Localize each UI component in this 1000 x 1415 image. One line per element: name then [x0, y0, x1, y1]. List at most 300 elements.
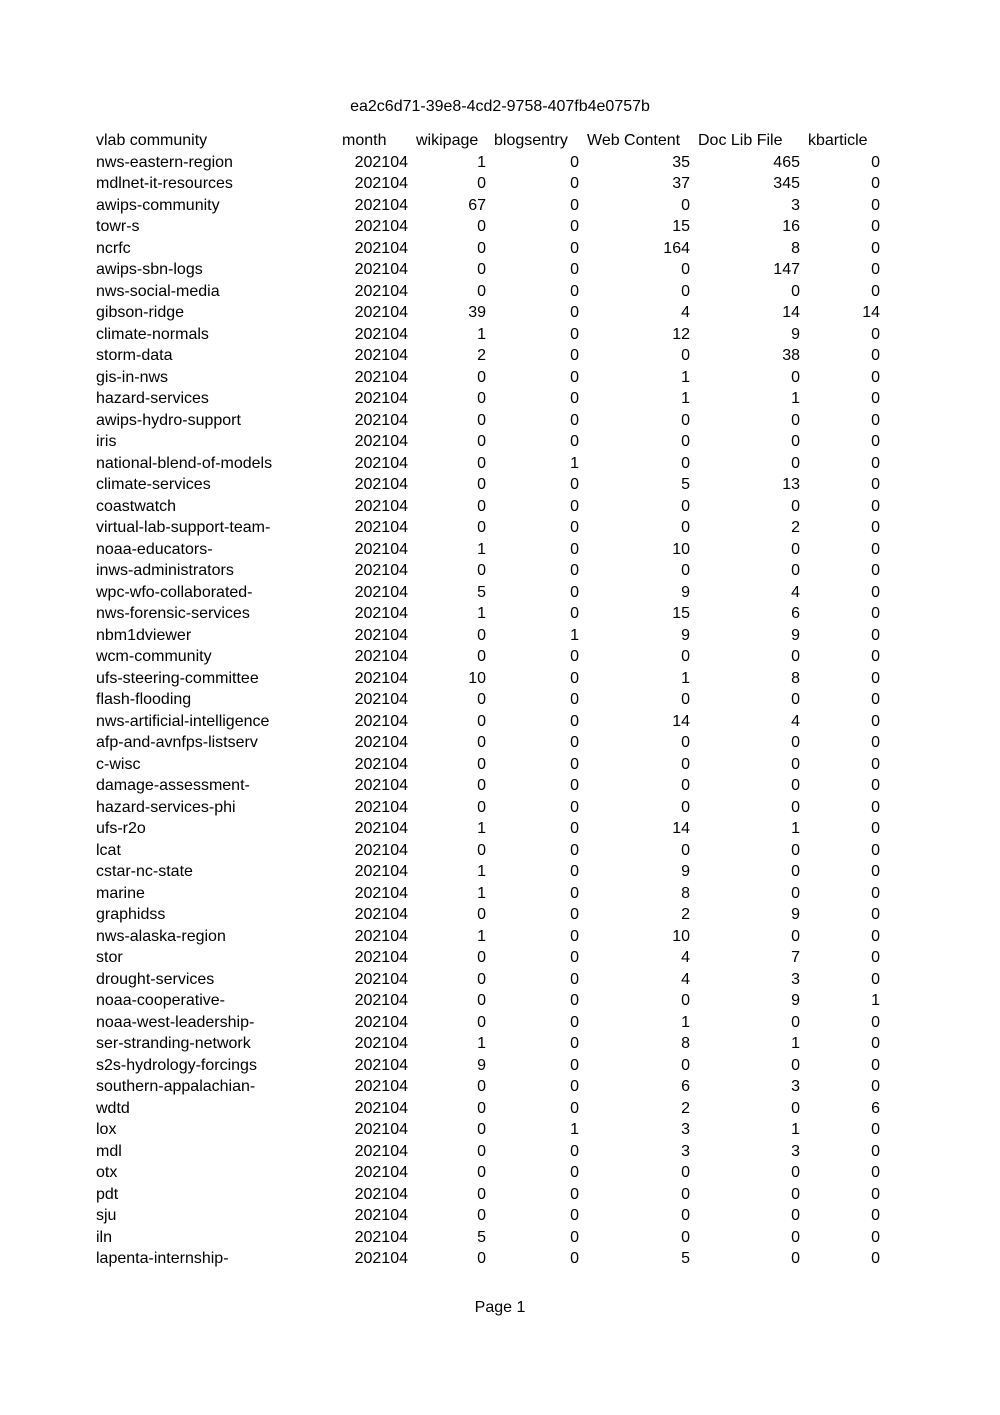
value-cell: 0	[477, 1250, 486, 1267]
value-cell: 9	[681, 863, 690, 880]
value-cell: 0	[570, 1185, 579, 1203]
value-cell: 0	[477, 691, 486, 708]
value-cell: 0	[477, 712, 486, 730]
value-cell: 3	[791, 1142, 800, 1160]
value-cell: 202104	[354, 1207, 408, 1224]
community-name-cell: wdtd	[96, 1099, 130, 1117]
value-cell: 35	[672, 153, 690, 171]
value-cell: 202104	[354, 669, 408, 687]
community-name-cell: marine	[96, 884, 145, 902]
value-cell: 0	[570, 583, 579, 601]
community-name-cell: drought-services	[96, 970, 215, 988]
value-cell: 5	[681, 476, 690, 493]
value-cell: 0	[570, 970, 579, 988]
value-cell: 9	[791, 906, 800, 923]
value-cell: 1	[791, 390, 800, 407]
value-cell: 0	[570, 820, 579, 837]
value-cell: 4	[791, 583, 800, 601]
value-cell: 1	[477, 884, 486, 902]
value-cell: 10	[672, 927, 690, 945]
value-cell: 0	[871, 927, 880, 945]
community-name-cell: ncrfc	[96, 239, 131, 257]
value-cell: 0	[477, 1207, 486, 1224]
value-cell: 0	[477, 368, 486, 386]
value-cell: 0	[791, 798, 800, 816]
value-cell: 0	[477, 1185, 486, 1203]
community-name-cell: national-blend-of-models	[96, 454, 273, 472]
community-name-cell: wcm-community	[96, 648, 212, 665]
table-row	[92, 668, 884, 690]
table-body	[92, 152, 884, 1270]
community-name-cell: awips-community	[96, 196, 220, 214]
value-cell: 202104	[354, 949, 408, 966]
value-cell: 3	[791, 970, 800, 988]
table-row	[92, 732, 884, 754]
value-cell: 0	[871, 712, 880, 730]
value-cell: 0	[871, 261, 880, 278]
value-cell: 8	[681, 1035, 690, 1052]
value-cell: 202104	[354, 1056, 408, 1074]
value-cell: 0	[791, 368, 800, 386]
value-cell: 0	[871, 282, 880, 300]
value-cell: 0	[791, 1056, 800, 1074]
value-cell: 0	[871, 1035, 880, 1052]
value-cell: 0	[791, 1185, 800, 1203]
value-cell: 0	[477, 282, 486, 300]
value-cell: 1	[570, 626, 579, 644]
table-row	[92, 1248, 884, 1270]
value-cell: 0	[871, 325, 880, 343]
table-row	[92, 711, 884, 733]
value-cell: 0	[871, 906, 880, 923]
value-cell: 0	[871, 755, 880, 773]
value-cell: 1	[570, 1121, 579, 1138]
value-cell: 1	[477, 1035, 486, 1052]
value-cell: 9	[791, 626, 800, 644]
value-cell: 0	[681, 411, 690, 429]
value-cell: 0	[871, 390, 880, 407]
value-cell: 0	[570, 175, 579, 192]
value-cell: 6	[871, 1099, 880, 1117]
value-cell: 202104	[354, 282, 408, 300]
value-cell: 202104	[354, 906, 408, 923]
community-name-cell: nws-social-media	[96, 282, 220, 300]
value-cell: 0	[791, 1099, 800, 1117]
value-cell: 202104	[354, 583, 408, 601]
value-cell: 0	[570, 239, 579, 257]
value-cell: 0	[681, 282, 690, 300]
value-cell: 202104	[354, 454, 408, 472]
community-name-cell: c-wisc	[96, 755, 141, 773]
community-name-cell: mdlnet-it-resources	[96, 175, 233, 192]
community-name-cell: ufs-r2o	[96, 820, 146, 837]
value-cell: 202104	[354, 1121, 408, 1138]
table-row	[92, 926, 884, 948]
community-name-cell: afp-and-avnfps-listserv	[96, 734, 258, 751]
table-row	[92, 517, 884, 539]
value-cell: 0	[570, 691, 579, 708]
value-cell: 9	[477, 1056, 486, 1074]
community-name-cell: noaa-west-leadership-	[96, 1013, 255, 1031]
value-cell: 0	[791, 927, 800, 945]
table-row	[92, 302, 884, 324]
community-name-cell: noaa-educators-	[96, 540, 213, 558]
value-cell: 0	[681, 196, 690, 214]
value-cell: 1	[570, 454, 579, 472]
community-name-cell: lox	[96, 1121, 117, 1138]
value-cell: 0	[791, 1164, 800, 1181]
value-cell: 202104	[354, 755, 408, 773]
value-cell: 0	[570, 777, 579, 794]
value-cell: 0	[791, 1013, 800, 1031]
community-name-cell: climate-services	[96, 476, 211, 493]
value-cell: 0	[871, 454, 880, 472]
value-cell: 0	[791, 540, 800, 558]
value-cell: 0	[570, 368, 579, 386]
table-row	[92, 216, 884, 238]
value-cell: 202104	[354, 927, 408, 945]
value-cell: 0	[477, 970, 486, 988]
community-name-cell: flash-flooding	[96, 691, 192, 708]
table-row	[92, 625, 884, 647]
table-row	[92, 1227, 884, 1249]
value-cell: 0	[791, 411, 800, 429]
value-cell: 0	[570, 841, 579, 859]
value-cell: 0	[871, 777, 880, 794]
table-row	[92, 281, 884, 303]
table-row	[92, 1076, 884, 1098]
table-row	[92, 238, 884, 260]
value-cell: 0	[681, 519, 690, 536]
community-name-cell: mdl	[96, 1142, 122, 1160]
value-cell: 147	[773, 261, 800, 278]
table-row	[92, 259, 884, 281]
value-cell: 0	[791, 1250, 800, 1267]
value-cell: 202104	[354, 798, 408, 816]
table-row	[92, 689, 884, 711]
value-cell: 15	[672, 218, 690, 235]
value-cell: 0	[871, 368, 880, 386]
value-cell: 0	[791, 433, 800, 450]
value-cell: 0	[681, 454, 690, 472]
value-cell: 67	[468, 196, 486, 214]
value-cell: 0	[477, 1164, 486, 1181]
value-cell: 37	[672, 175, 690, 192]
value-cell: 0	[681, 1185, 690, 1203]
value-cell: 0	[681, 798, 690, 816]
value-cell: 9	[681, 583, 690, 601]
value-cell: 0	[681, 261, 690, 278]
value-cell: 0	[570, 1056, 579, 1074]
table-row	[92, 345, 884, 367]
value-cell: 12	[672, 325, 690, 343]
community-name-cell: awips-sbn-logs	[96, 261, 203, 278]
table-row	[92, 861, 884, 883]
value-cell: 15	[672, 605, 690, 622]
community-name-cell: southern-appalachian-	[96, 1078, 256, 1095]
value-cell: 202104	[354, 347, 408, 364]
table-row	[92, 603, 884, 625]
value-cell: 0	[477, 497, 486, 515]
value-cell: 4	[791, 712, 800, 730]
value-cell: 202104	[354, 992, 408, 1009]
table-row	[92, 1055, 884, 1077]
value-cell: 0	[871, 841, 880, 859]
value-cell: 0	[871, 626, 880, 644]
value-cell: 0	[477, 411, 486, 429]
value-cell: 14	[862, 304, 880, 321]
value-cell: 4	[681, 304, 690, 321]
value-cell: 0	[477, 239, 486, 257]
value-cell: 202104	[354, 497, 408, 515]
value-cell: 4	[681, 949, 690, 966]
value-cell: 0	[477, 218, 486, 235]
value-cell: 0	[477, 841, 486, 859]
value-cell: 0	[681, 734, 690, 751]
value-cell: 0	[871, 605, 880, 622]
value-cell: 0	[570, 927, 579, 945]
value-cell: 10	[468, 669, 486, 687]
community-name-cell: climate-normals	[96, 325, 209, 343]
value-cell: 1	[477, 325, 486, 343]
value-cell: 39	[468, 304, 486, 321]
value-cell: 0	[681, 1207, 690, 1224]
value-cell: 4	[681, 970, 690, 988]
value-cell: 0	[570, 669, 579, 687]
table-row	[92, 1205, 884, 1227]
value-cell: 0	[477, 454, 486, 472]
value-cell: 202104	[354, 648, 408, 665]
value-cell: 202104	[354, 1228, 408, 1246]
value-cell: 0	[570, 562, 579, 579]
value-cell: 0	[570, 648, 579, 665]
value-cell: 345	[773, 175, 800, 192]
table-row	[92, 582, 884, 604]
value-cell: 0	[570, 1207, 579, 1224]
value-cell: 0	[871, 519, 880, 536]
value-cell: 202104	[354, 540, 408, 558]
value-cell: 0	[871, 1121, 880, 1138]
value-cell: 5	[681, 1250, 690, 1267]
value-cell: 9	[681, 626, 690, 644]
community-name-cell: sju	[96, 1207, 117, 1224]
table-row	[92, 431, 884, 453]
value-cell: 0	[570, 1250, 579, 1267]
value-cell: 0	[477, 777, 486, 794]
value-cell: 0	[791, 1228, 800, 1246]
value-cell: 9	[791, 992, 800, 1009]
value-cell: 0	[477, 433, 486, 450]
value-cell: 202104	[354, 884, 408, 902]
value-cell: 0	[570, 992, 579, 1009]
community-name-cell: nws-eastern-region	[96, 153, 233, 171]
value-cell: 0	[871, 583, 880, 601]
value-cell: 0	[570, 476, 579, 493]
value-cell: 0	[871, 218, 880, 235]
community-name-cell: ufs-steering-committee	[96, 669, 259, 687]
value-cell: 0	[477, 755, 486, 773]
value-cell: 0	[791, 1207, 800, 1224]
value-cell: 0	[791, 755, 800, 773]
value-cell: 0	[477, 519, 486, 536]
value-cell: 0	[570, 282, 579, 300]
value-cell: 0	[791, 863, 800, 880]
value-cell: 0	[871, 433, 880, 450]
value-cell: 202104	[354, 1099, 408, 1117]
value-cell: 0	[871, 863, 880, 880]
table-row	[92, 1033, 884, 1055]
header-row	[92, 130, 884, 152]
value-cell: 1	[681, 368, 690, 386]
value-cell: 1	[681, 1013, 690, 1031]
table-row	[92, 1012, 884, 1034]
community-name-cell: lcat	[96, 841, 121, 859]
value-cell: 0	[477, 798, 486, 816]
value-cell: 2	[791, 519, 800, 536]
value-cell: 0	[477, 906, 486, 923]
value-cell: 202104	[354, 411, 408, 429]
value-cell: 0	[570, 884, 579, 902]
value-cell: 0	[681, 648, 690, 665]
column-header: kbarticle	[808, 132, 868, 149]
value-cell: 2	[477, 347, 486, 364]
value-cell: 0	[871, 669, 880, 687]
value-cell: 1	[477, 820, 486, 837]
table-row	[92, 775, 884, 797]
value-cell: 0	[871, 476, 880, 493]
community-name-cell: inws-administrators	[96, 562, 234, 579]
value-cell: 0	[871, 1078, 880, 1095]
column-header: Doc Lib File	[698, 132, 783, 149]
value-cell: 0	[871, 153, 880, 171]
community-name-cell: damage-assessment-	[96, 777, 250, 794]
value-cell: 202104	[354, 153, 408, 171]
value-cell: 0	[477, 175, 486, 192]
table-row	[92, 1119, 884, 1141]
value-cell: 7	[791, 949, 800, 966]
value-cell: 202104	[354, 175, 408, 192]
column-header: wikipage	[416, 132, 479, 149]
value-cell: 0	[871, 1185, 880, 1203]
value-cell: 1	[477, 863, 486, 880]
community-name-cell: gis-in-nws	[96, 368, 169, 386]
table-row	[92, 754, 884, 776]
community-name-cell: virtual-lab-support-team-	[96, 519, 271, 536]
community-name-cell: s2s-hydrology-forcings	[96, 1056, 257, 1074]
value-cell: 14	[672, 820, 690, 837]
table-row	[92, 1141, 884, 1163]
value-cell: 0	[570, 906, 579, 923]
value-cell: 202104	[354, 626, 408, 644]
value-cell: 6	[681, 1078, 690, 1095]
value-cell: 0	[570, 153, 579, 171]
table-row	[92, 173, 884, 195]
value-cell: 202104	[354, 1250, 408, 1267]
value-cell: 202104	[354, 1013, 408, 1031]
table-row	[92, 1162, 884, 1184]
value-cell: 0	[570, 1013, 579, 1031]
value-cell: 0	[477, 390, 486, 407]
value-cell: 202104	[354, 1142, 408, 1160]
community-name-cell: hazard-services-phi	[96, 798, 236, 816]
value-cell: 1	[477, 927, 486, 945]
table-row	[92, 904, 884, 926]
value-cell: 202104	[354, 1185, 408, 1203]
value-cell: 0	[570, 390, 579, 407]
value-cell: 0	[681, 841, 690, 859]
table-row	[92, 496, 884, 518]
value-cell: 202104	[354, 1078, 408, 1095]
value-cell: 0	[681, 1228, 690, 1246]
value-cell: 0	[681, 1164, 690, 1181]
value-cell: 0	[570, 755, 579, 773]
table-row	[92, 367, 884, 389]
value-cell: 0	[871, 798, 880, 816]
table-row	[92, 152, 884, 174]
value-cell: 0	[477, 562, 486, 579]
value-cell: 0	[570, 411, 579, 429]
value-cell: 202104	[354, 433, 408, 450]
value-cell: 1	[791, 1121, 800, 1138]
value-cell: 3	[791, 196, 800, 214]
table-row	[92, 947, 884, 969]
value-cell: 0	[871, 970, 880, 988]
value-cell: 202104	[354, 970, 408, 988]
community-name-cell: noaa-cooperative-	[96, 992, 225, 1009]
value-cell: 8	[791, 669, 800, 687]
value-cell: 0	[791, 282, 800, 300]
community-name-cell: cstar-nc-state	[96, 863, 193, 880]
value-cell: 0	[791, 691, 800, 708]
value-cell: 0	[477, 992, 486, 1009]
value-cell: 0	[570, 540, 579, 558]
value-cell: 0	[791, 648, 800, 665]
community-name-cell: coastwatch	[96, 497, 177, 515]
value-cell: 3	[791, 1078, 800, 1095]
community-name-cell: nws-alaska-region	[96, 927, 226, 945]
community-name-cell: iln	[96, 1228, 113, 1246]
value-cell: 0	[791, 562, 800, 579]
value-cell: 0	[477, 261, 486, 278]
value-cell: 0	[570, 347, 579, 364]
value-cell: 0	[570, 261, 579, 278]
value-cell: 0	[570, 734, 579, 751]
value-cell: 0	[791, 777, 800, 794]
document-title: ea2c6d71-39e8-4cd2-9758-407fb4e0757b	[350, 98, 650, 115]
value-cell: 0	[791, 497, 800, 515]
value-cell: 0	[871, 949, 880, 966]
table-row	[92, 990, 884, 1012]
value-cell: 202104	[354, 841, 408, 859]
value-cell: 2	[681, 906, 690, 923]
value-cell: 8	[681, 884, 690, 902]
value-cell: 0	[871, 175, 880, 192]
value-cell: 0	[871, 820, 880, 837]
community-name-cell: iris	[96, 433, 117, 450]
value-cell: 1	[477, 540, 486, 558]
value-cell: 0	[871, 411, 880, 429]
value-cell: 0	[871, 734, 880, 751]
value-cell: 0	[681, 755, 690, 773]
value-cell: 202104	[354, 1164, 408, 1181]
value-cell: 202104	[354, 691, 408, 708]
value-cell: 14	[672, 712, 690, 730]
value-cell: 0	[871, 540, 880, 558]
page-number: Page 1	[474, 1299, 526, 1316]
value-cell: 0	[570, 196, 579, 214]
table-row	[92, 797, 884, 819]
value-cell: 0	[871, 1056, 880, 1074]
